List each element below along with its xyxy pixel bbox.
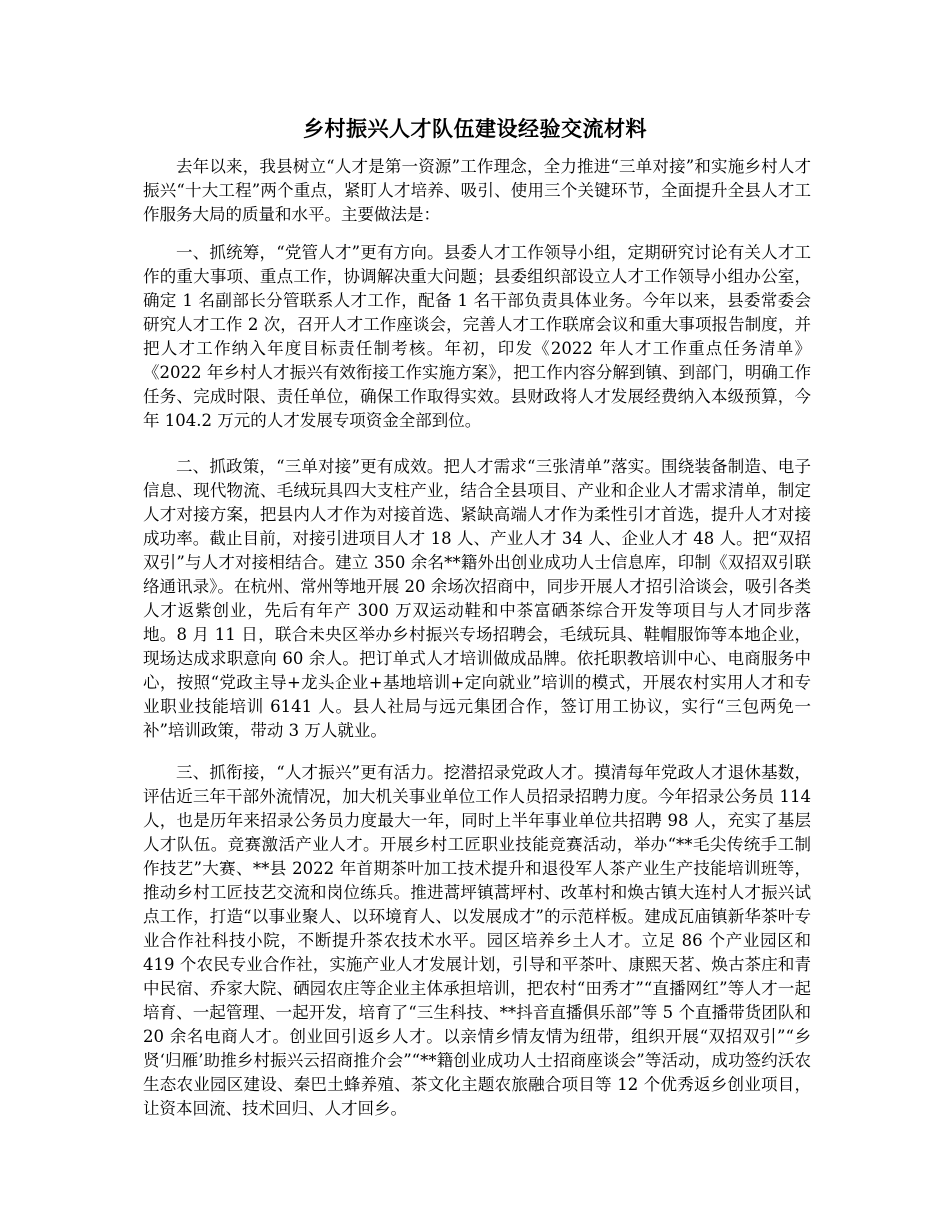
paragraph-intro: 去年以来，我县树立“人才是第一资源”工作理念，全力推进“三单对接”和实施乡村人才振兴“十大工程”两个重点，紧盯人才培养、吸引、使用三个关键环节，全面提升全县人才工作服务大局的质量和水平。主要做法是： <box>143 157 811 224</box>
paragraph-section-1: 一、抓统筹，“党管人才”更有方向。县委人才工作领导小组，定期研究讨论有关人才工作的重大事项、重点工作，协调解决重大问题；县委组织部设立人才工作领导小组办公室，确定 1 名副部长分管联系人才工作，配备 1 名干部负责具体业务。今年以来，县委常委会研究人才工作 2 次，召开人才工作座谈会，完善人才工作联席会议和重大事项报告制度，并把人才工作纳入年度目标责任制考核。年初，印发《2022 年人才工作重点任务清单》《2022 年乡村人才振兴有效衔接工作实施方案》，把工作内容分解到镇、到部门，明确工作任务、完成时限、责任单位，确保工作取得实效。县财政将人才发展经费纳入本级预算，今年 104.2 万元的人才发展专项资金全部到位。 <box>143 243 811 430</box>
document-title: 乡村振兴人才队伍建设经验交流材料 <box>303 117 647 141</box>
paragraph-section-3: 三、抓衔接，“人才振兴”更有活力。挖潜招录党政人才。摸清每年党政人才退休基数，评估近三年干部外流情况，加大机关事业单位工作人员招录招聘力度。今年招录公务员 114 人，也是历年来招录公务员力度最大一年，同时上半年事业单位共招聘 98 人，充实了基层人才队伍。竞赛激活产业人才。开展乡村工匠职业技能竞赛活动，举办“**毛尖传统手工制作技艺”大赛、**县 2022 年首期茶叶加工技术提升和退役军人茶产业生产技能培训班等，推动乡村工匠技艺交流和岗位练兵。推进蒿坪镇蒿坪村、改革村和焕古镇大连村人才振兴试点工作，打造“以事业聚人、以环境育人、以发展成才”的示范样板。建成瓦庙镇新华茶叶专业合作社科技小院，不断提升茶农技术水平。园区培养乡土人才。立足 86 个产业园区和 419 个农民专业合作社，实施产业人才发展计划，引导和平茶叶、康熙天茗、焕古茶庄和青中民宿、乔家大院、硒园农庄等企业主体承担培训，把农村“田秀才”“直播网红”等人才一起培育、一起管理、一起开发，培育了“三生科技、**抖音直播俱乐部”等 5 个直播带货团队和 20 余名电商人才。创业回引返乡人才。以亲情乡情友情为纽带，组织开展“双招双引”“乡贤‘归雁’助推乡村振兴云招商推介会”“**籍创业成功人士招商座谈会”等活动，成功签约沃农生态农业园区建设、秦巴土蜂养殖、茶文化主题农旅融合项目等 12 个优秀返乡创业项目，让资本回流、技术回归、人才回乡。 <box>143 763 811 1118</box>
paragraph-section-2: 二、抓政策，“三单对接”更有成效。把人才需求“三张清单”落实。围绕装备制造、电子信息、现代物流、毛绒玩具四大支柱产业，结合全县项目、产业和企业人才需求清单，制定人才对接方案，把县内人才作为对接首选、紧缺高端人才作为柔性引才首选，提升人才对接成功率。截止目前，对接引进项目人才 18 人、产业人才 34 人、企业人才 48 人。把“双招双引”与人才对接相结合。建立 350 余名**籍外出创业成功人士信息库，印制《双招双引联络通讯录》。在杭州、常州等地开展 20 余场次招商中，同步开展人才招引洽谈会，吸引各类人才返紫创业，先后有年产 300 万双运动鞋和中茶富硒茶综合开发等项目与人才同步落地。8 月 11 日，联合未央区举办乡村振兴专场招聘会，毛绒玩具、鞋帽服饰等本地企业，现场达成求职意向 60 余人。把订单式人才培训做成品牌。依托职教培训中心、电商服务中心，按照“党政主导+龙头企业+基地培训+定向就业”培训的模式，开展农村实用人才和专业职业技能培训 6141 人。县人社局与远元集团合作，签订用工协议，实行“三包两免一补”培训政策，带动 3 万人就业。 <box>143 457 811 740</box>
